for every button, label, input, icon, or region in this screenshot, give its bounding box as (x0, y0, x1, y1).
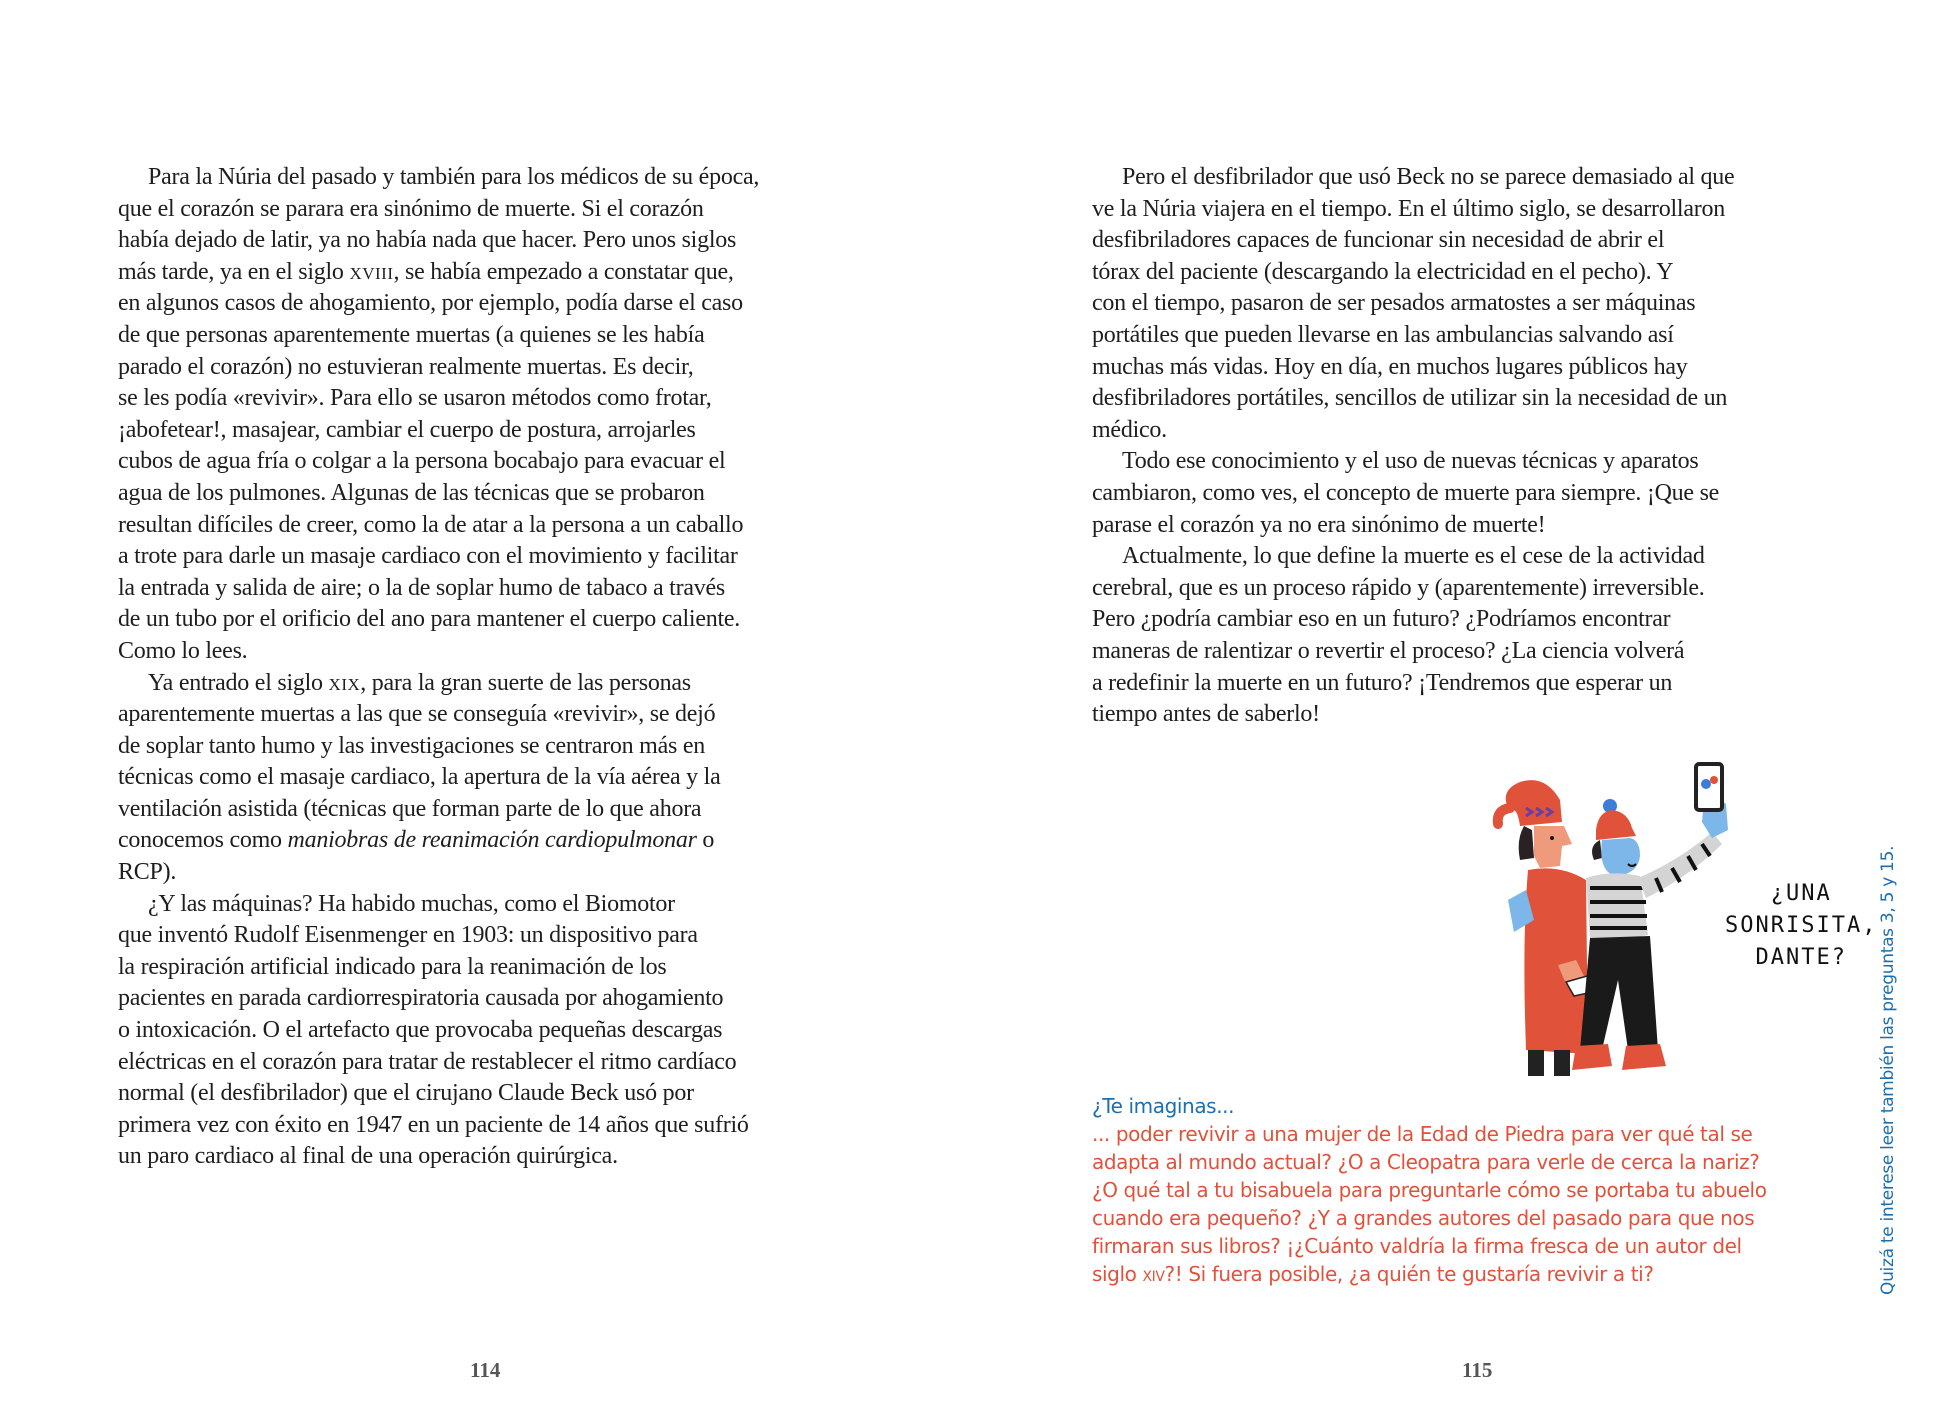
text-run: cambiaron, como ves, el concepto de muerte para siempre. ¡Que se (1092, 479, 1720, 506)
roman-numeral: XIV (1142, 1269, 1165, 1285)
text-line (118, 1015, 878, 1047)
text-run: cubos de agua fría o colgar a la persona bocabajo para evacuar el (118, 448, 726, 475)
text-line (118, 1078, 878, 1110)
text-line (1092, 668, 1852, 700)
traveller-figure (1572, 764, 1728, 1070)
text-run: cerebral, que es un proceso rápido y (aparentemente) irreversible. (1092, 574, 1705, 601)
text-run: ¿O qué tal a tu bisabuela para preguntarle cómo se portaba tu abuelo (1092, 1178, 1767, 1202)
text-run: ?! Si fuera posible, ¿a quién te gustaría revivir a ti? (1164, 1262, 1654, 1286)
callout-body (1092, 1120, 1852, 1288)
text-line (1092, 415, 1852, 447)
text-line (118, 541, 878, 573)
text-line (118, 1047, 878, 1079)
text-run: de que personas aparentemente muertas (a quienes se les había (118, 321, 705, 348)
right-page-body (1092, 162, 1852, 731)
text-run: eléctricas en el corazón para tratar de restablecer el ritmo cardíaco (118, 1048, 737, 1075)
text-run: conocemos como (118, 827, 288, 854)
text-run: a redefinir la muerte en un futuro? ¡Tendremos que esperar un (1092, 669, 1673, 696)
text-run: aparentemente muertas a las que se conseguía «revivir», se dejó (118, 701, 716, 728)
text-run: muchas más vidas. Hoy en día, en muchos lugares públicos hay (1092, 353, 1688, 380)
text-run: adapta al mundo actual? ¿O a Cleopatra para verle de cerca la nariz? (1092, 1150, 1760, 1174)
text-run: resultan difíciles de creer, como la de atar a la persona a un caballo (118, 511, 744, 538)
text-run: que inventó Rudolf Eisenmenger en 1903: un dispositivo para (118, 922, 698, 949)
text-run: cuando era pequeño? ¿Y a grandes autores del pasado para que nos (1092, 1206, 1755, 1230)
text-run: médico. (1092, 416, 1167, 443)
text-run: a trote para darle un masaje cardiaco con el movimiento y facilitar (118, 543, 738, 570)
paragraph (1092, 162, 1852, 446)
text-line (118, 794, 878, 826)
paragraph (118, 668, 878, 889)
text-line (118, 920, 878, 952)
text-run: ¿Y las máquinas? Ha habido muchas, como el Biomotor (148, 890, 675, 917)
text-line (118, 352, 878, 384)
text-line (118, 636, 878, 668)
text-line (1092, 699, 1852, 731)
roman-numeral: XVIII (349, 263, 394, 283)
text-run: parado el corazón) no estuvieran realmente muertas. Es decir, (118, 353, 694, 380)
paragraph (1092, 541, 1852, 731)
text-run: RCP). (118, 859, 177, 886)
italic-term: maniobras de reanimación cardiopulmonar (287, 827, 697, 854)
text-line (1092, 162, 1852, 194)
text-run: Todo ese conocimiento y el uso de nuevas técnicas y aparatos (1122, 448, 1699, 475)
text-run: o (696, 827, 715, 854)
text-run: Para la Núria del pasado y también para los médicos de su época, (148, 164, 760, 190)
text-run: portátiles que pueden llevarse en las ambulancias salvando así (1092, 321, 1674, 348)
paragraph (118, 889, 878, 1173)
text-run: en algunos casos de ahogamiento, por ejemplo, podía darse el caso (118, 290, 743, 317)
text-line (118, 478, 878, 510)
text-line (1092, 194, 1852, 226)
page-number-right: 115 (1462, 1358, 1493, 1382)
callout-line (1092, 1120, 1852, 1148)
text-run: se les podía «revivir». Para ello se usaron métodos como frotar, (118, 385, 712, 412)
text-run: de un tubo por el orificio del ano para mantener el cuerpo caliente. (118, 606, 741, 633)
text-line (118, 1141, 878, 1173)
text-line (1092, 288, 1852, 320)
text-run: que el corazón se parara era sinónimo de muerte. Si el corazón (118, 195, 704, 222)
text-run: más tarde, ya en el siglo (118, 258, 350, 285)
callout-line (1092, 1260, 1852, 1288)
text-run: desfibriladores portátiles, sencillos de utilizar sin la necesidad de un (1092, 385, 1728, 412)
text-line (118, 320, 878, 352)
text-line (118, 668, 878, 700)
text-line (118, 952, 878, 984)
text-line (1092, 510, 1852, 542)
text-run: , se había empezado a constatar que, (393, 258, 734, 285)
text-run: firmaran sus libros? ¡¿Cuánto valdría la firma fresca de un autor del (1092, 1234, 1742, 1258)
callout-title: ¿Te imaginas... (1092, 1094, 1235, 1118)
text-line (118, 162, 878, 194)
speech-text (1725, 878, 1877, 974)
text-line (1092, 478, 1852, 510)
text-line (118, 415, 878, 447)
speech-line: SONRISITA, (1725, 913, 1878, 938)
text-line (118, 510, 878, 542)
text-run: maneras de ralentizar o revertir el proceso? ¿La ciencia volverá (1092, 637, 1685, 664)
text-line (118, 825, 878, 857)
paragraph (118, 162, 878, 668)
left-page-body (118, 162, 878, 1173)
text-line (118, 573, 878, 605)
text-line (118, 446, 878, 478)
text-run: Como lo lees. (118, 637, 248, 664)
text-line (118, 762, 878, 794)
text-line (1092, 636, 1852, 668)
text-run: ... poder revivir a una mujer de la Edad de Piedra para ver qué tal se (1092, 1122, 1753, 1146)
text-line (118, 731, 878, 763)
text-line (1092, 320, 1852, 352)
text-run: la entrada y salida de aire; o la de soplar humo de tabaco a través (118, 574, 725, 601)
text-line (118, 604, 878, 636)
text-run: Actualmente, lo que define la muerte es el cese de la actividad (1122, 543, 1705, 570)
callout-box (1092, 1092, 1852, 1288)
text-run: ve la Núria viajera en el tiempo. En el último siglo, se desarrollaron (1092, 195, 1725, 222)
speech-line: DANTE? (1755, 945, 1847, 970)
side-note-related-questions: Quizá te interese leer también las preguntas 3, 5 y 15. (1878, 845, 1898, 1295)
text-run: Pero ¿podría cambiar eso en un futuro? ¿Podríamos encontrar (1092, 606, 1671, 633)
callout-line (1092, 1232, 1852, 1260)
text-line (118, 257, 878, 289)
text-line (1092, 573, 1852, 605)
callout-line (1092, 1148, 1852, 1176)
page-number-left: 114 (470, 1358, 501, 1382)
roman-numeral: XIX (328, 674, 361, 694)
text-run: de soplar tanto humo y las investigaciones se centraron más en (118, 732, 705, 759)
text-line (118, 889, 878, 921)
text-run: técnicas como el masaje cardiaco, la apertura de la vía aérea y la (118, 764, 721, 791)
text-run: tiempo antes de saberlo! (1092, 701, 1320, 728)
text-line (118, 983, 878, 1015)
text-line (1092, 225, 1852, 257)
text-run: primera vez con éxito en 1947 en un paciente de 14 años que sufrió (118, 1111, 749, 1138)
text-run: normal (el desfibrilador) que el cirujano Claude Beck usó por (118, 1080, 694, 1107)
text-run: un paro cardiaco al final de una operación quirúrgica. (118, 1143, 618, 1170)
callout-line (1092, 1204, 1852, 1232)
text-line (118, 288, 878, 320)
text-run: desfibriladores capaces de funcionar sin necesidad de abrir el (1092, 227, 1665, 254)
text-line (118, 699, 878, 731)
paragraph (1092, 446, 1852, 541)
text-line (118, 857, 878, 889)
text-run: con el tiempo, pasaron de ser pesados armatostes a ser máquinas (1092, 290, 1696, 317)
text-line (118, 194, 878, 226)
text-run: la respiración artificial indicado para la reanimación de los (118, 953, 667, 980)
text-run: o intoxicación. O el artefacto que provocaba pequeñas descargas (118, 1017, 723, 1044)
text-run: Ya entrado el siglo (148, 669, 329, 696)
text-line (1092, 604, 1852, 636)
text-line (1092, 541, 1852, 573)
text-run: agua de los pulmones. Algunas de las técnicas que se probaron (118, 479, 705, 506)
text-line (118, 383, 878, 415)
text-run: ¡abofetear!, masajear, cambiar el cuerpo de postura, arrojarles (118, 416, 696, 443)
text-run: siglo (1092, 1262, 1143, 1286)
text-run: Pero el desfibrilador que usó Beck no se parece demasiado al que (1122, 164, 1735, 190)
text-run: pacientes en parada cardiorrespiratoria causada por ahogamiento (118, 985, 724, 1012)
speech-line: ¿UNA (1770, 881, 1832, 906)
text-run: , para la gran suerte de las personas (360, 669, 691, 696)
text-line (118, 225, 878, 257)
text-run: parase el corazón ya no era sinónimo de muerte! (1092, 511, 1546, 538)
text-run: había dejado de latir, ya no había nada que hacer. Pero unos siglos (118, 227, 737, 254)
text-run: tórax del paciente (descargando la electricidad en el pecho). Y (1092, 258, 1674, 285)
text-line (1092, 446, 1852, 478)
text-line (1092, 383, 1852, 415)
text-line (118, 1110, 878, 1142)
text-run: ventilación asistida (técnicas que forman parte de lo que ahora (118, 795, 702, 822)
text-line (1092, 257, 1852, 289)
callout-line (1092, 1176, 1852, 1204)
right-page (973, 0, 1946, 1415)
text-line (1092, 352, 1852, 384)
